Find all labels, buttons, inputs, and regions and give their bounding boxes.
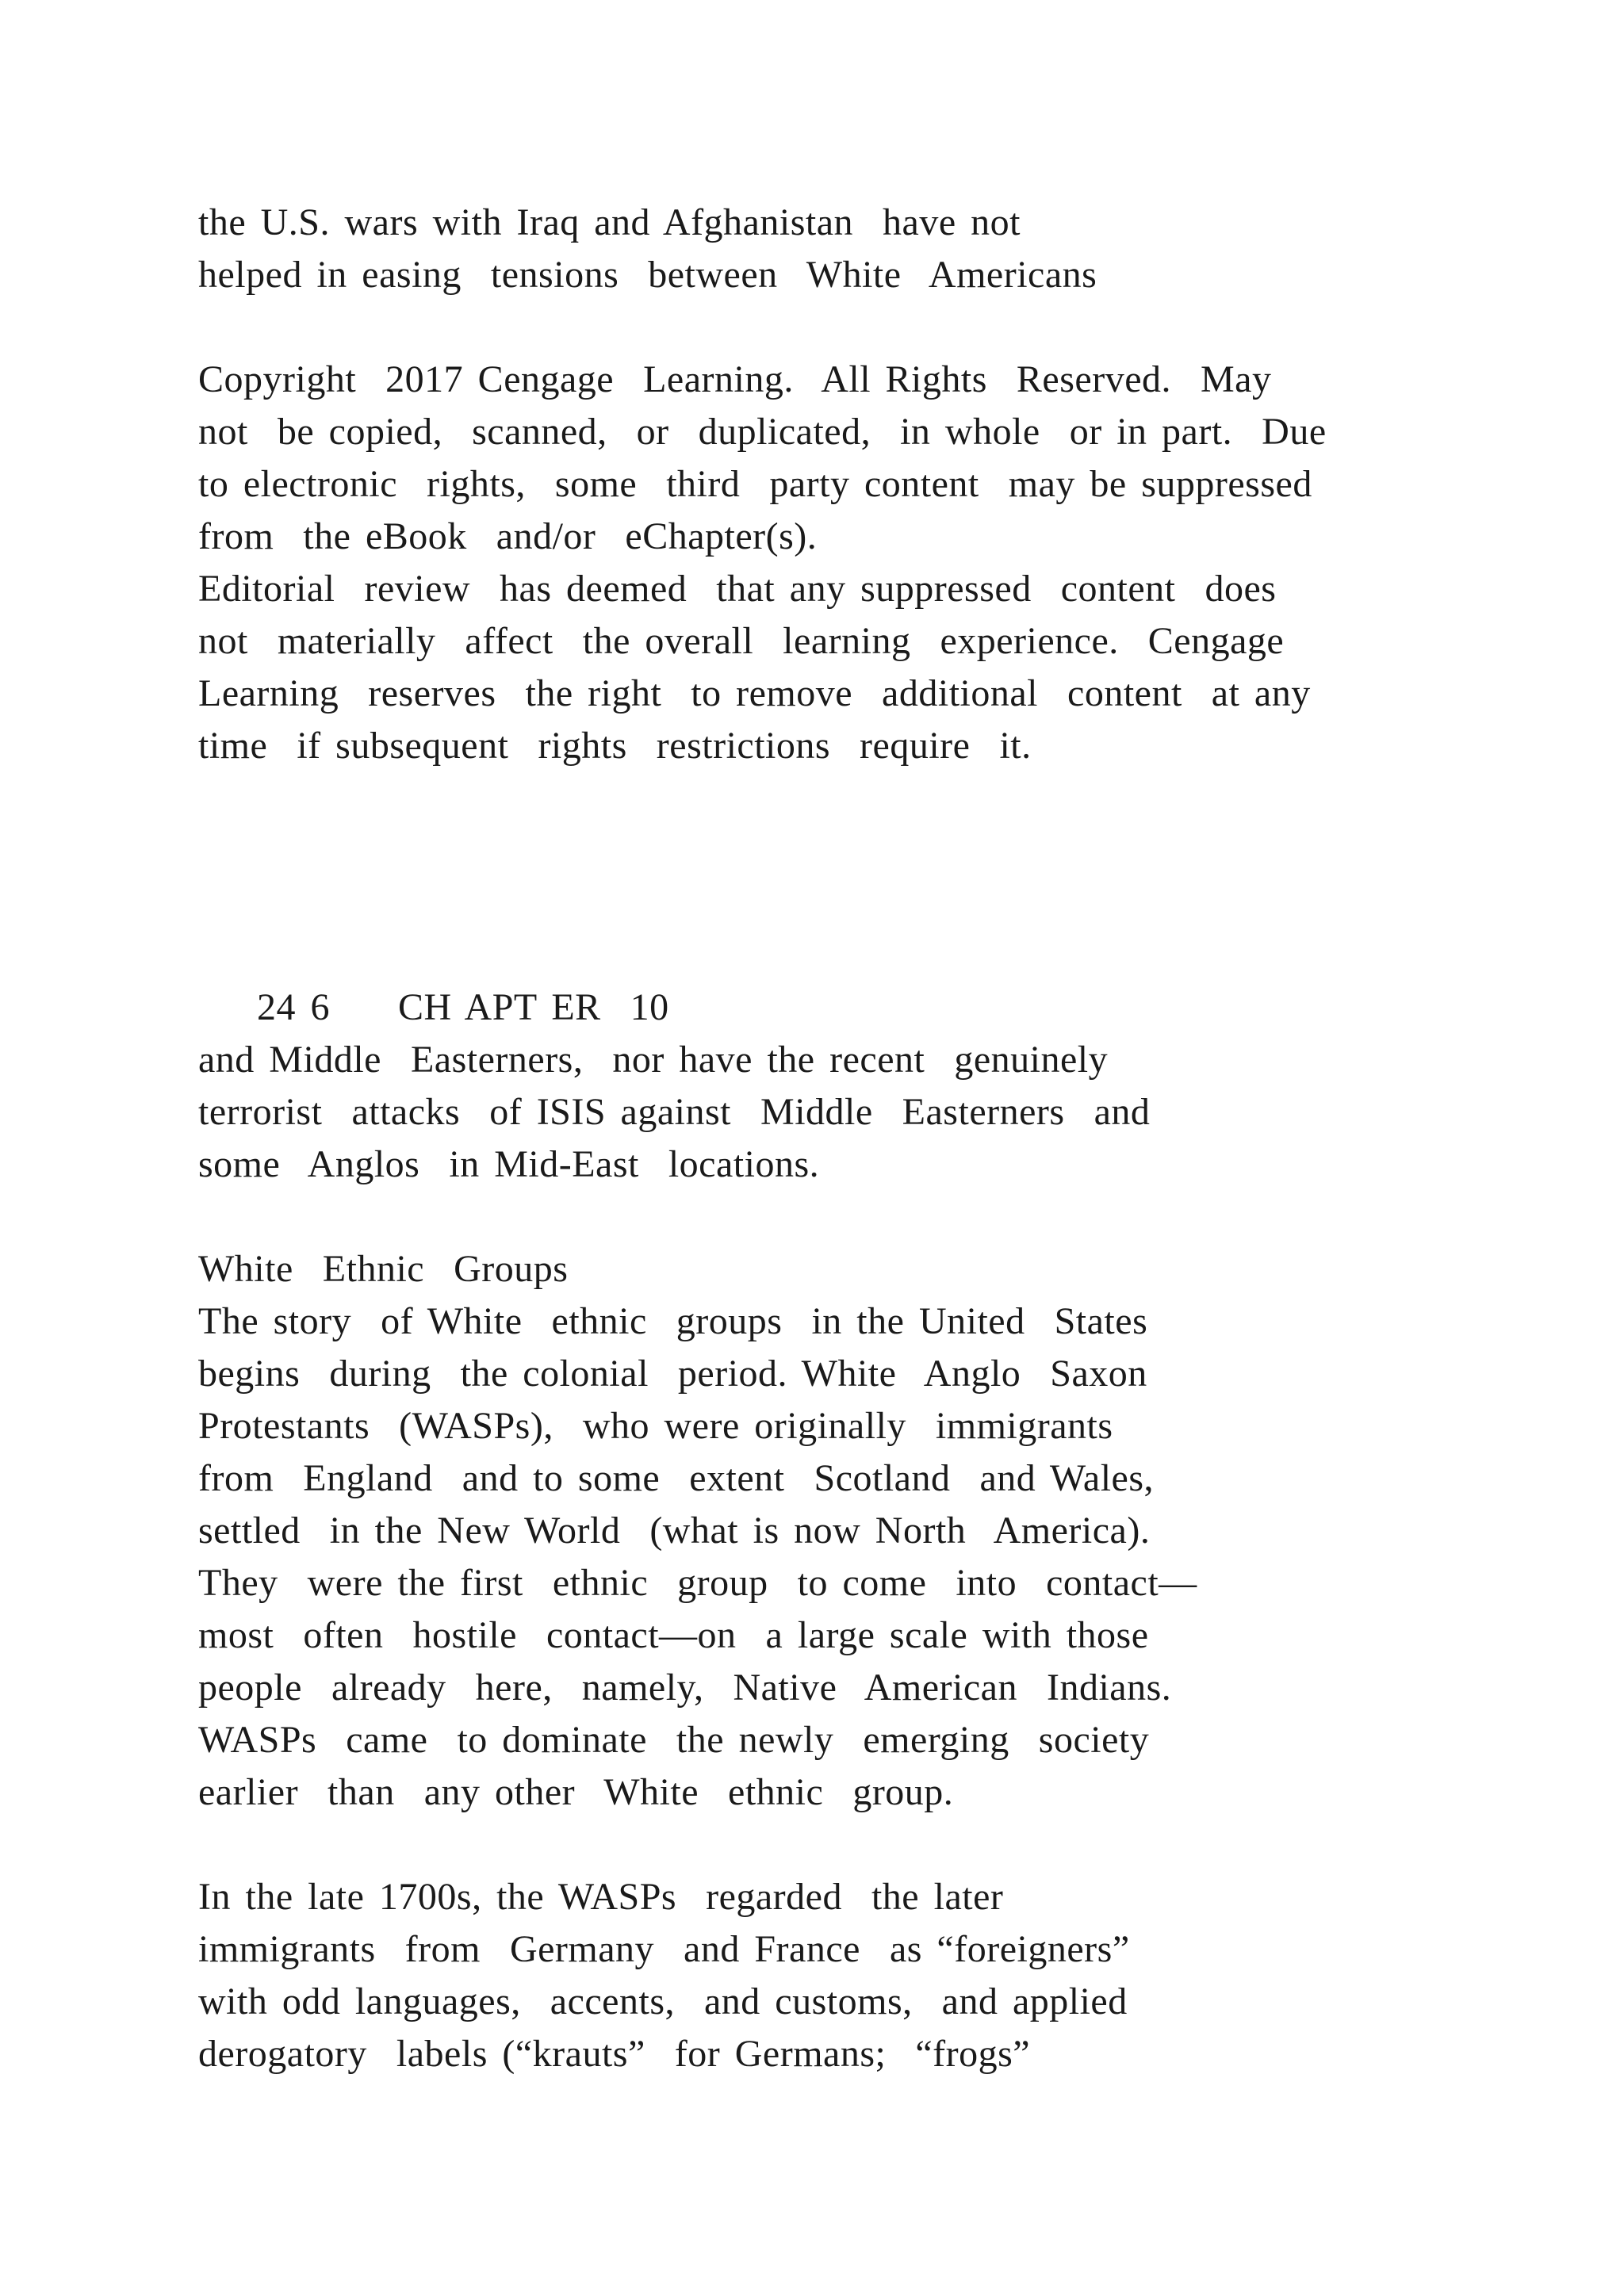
text-line: In the late 1700s, the WASPs regarded the later (198, 1876, 1004, 1918)
text-line: terrorist attacks of ISIS against Middle Easterners and (198, 1091, 1151, 1133)
text-line: The story of White ethnic groups in the United States (198, 1300, 1148, 1342)
section-white-ethnic-groups (198, 1243, 1562, 1819)
text-line: with odd languages, accents, and customs, and applied (198, 1980, 1128, 2022)
section-heading: White Ethnic Groups (198, 1248, 569, 1290)
text-line: not materially affect the overall learning experience. Cengage (198, 620, 1285, 662)
text-line: time if subsequent rights restrictions require it. (198, 725, 1032, 767)
chapter-label: CH APT ER 10 (398, 986, 669, 1028)
text-line: from the eBook and/or eChapter(s). (198, 515, 818, 557)
copyright-notice (198, 354, 1562, 772)
text-line: not be copied, scanned, or duplicated, in whole or in part. Due (198, 411, 1327, 453)
text-line: WASPs came to dominate the newly emerging society (198, 1719, 1150, 1761)
text-line: and Middle Easterners, nor have the recent genuinely (198, 1039, 1109, 1081)
text-line: to electronic rights, some third party content may be suppressed (198, 463, 1312, 505)
text-line: the U.S. wars with Iraq and Afghanistan have not (198, 201, 1021, 243)
text-line: Editorial review has deemed that any suppressed content does (198, 568, 1277, 610)
text-line: from England and to some extent Scotland and Wales, (198, 1457, 1155, 1499)
text-line: Copyright 2017 Cengage Learning. All Rights Reserved. May (198, 358, 1272, 400)
text-line: earlier than any other White ethnic group. (198, 1771, 954, 1813)
page-number: 24 6 (257, 986, 330, 1028)
document-page (198, 197, 1562, 2080)
chapter-header (198, 929, 1562, 1028)
text-line: begins during the colonial period. White Anglo Saxon (198, 1353, 1147, 1395)
text-line: derogatory labels (“krauts” for Germans; “frogs” (198, 2033, 1031, 2075)
intro-paragraph (198, 197, 1562, 301)
text-line: immigrants from Germany and France as “foreigners” (198, 1928, 1130, 1970)
text-line: helped in easing tensions between White Americans (198, 254, 1097, 296)
text-line: Learning reserves the right to remove additional content at any (198, 672, 1311, 714)
text-line: Protestants (WASPs), who were originally immigrants (198, 1405, 1113, 1447)
paragraph-1700s (198, 1871, 1562, 2080)
text-line: most often hostile contact—on a large scale with those (198, 1614, 1149, 1656)
text-line: settled in the New World (what is now North America). (198, 1510, 1151, 1552)
text-line: They were the first ethnic group to come into contact— (198, 1562, 1197, 1604)
continuation-paragraph (198, 1034, 1562, 1191)
text-line: people already here, namely, Native American Indians. (198, 1667, 1172, 1709)
text-line: some Anglos in Mid-East locations. (198, 1143, 820, 1185)
